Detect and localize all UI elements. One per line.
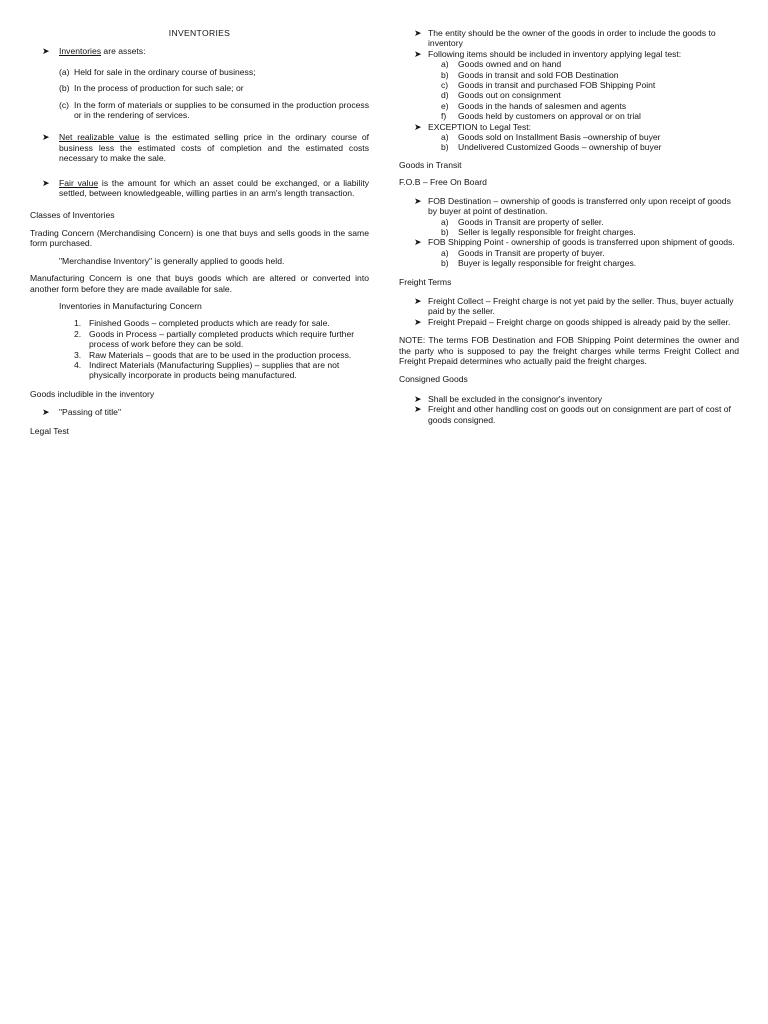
list-item-label: (c) <box>59 99 70 110</box>
list-item-label: (b) <box>59 83 70 94</box>
list-item-label: a) <box>441 247 449 258</box>
assets-list <box>30 67 369 121</box>
list-item <box>30 67 369 77</box>
fob-shipping-point-text: FOB Shipping Point - ownership of goods is transferred upon shipment of goods. <box>428 237 735 248</box>
list-item <box>399 111 739 121</box>
legal-test-heading: Legal Test <box>30 425 70 436</box>
list-item <box>399 132 739 142</box>
list-item-text: Goods out on consignment <box>458 90 561 101</box>
list-item-label: (a) <box>59 66 70 77</box>
freight-collect <box>399 296 739 317</box>
fair-value-definition-text: is the amount for which an asset could be exchanged, or a liability settled, between knowledgeable, willing parties in an arm's length transaction. <box>59 177 369 199</box>
arrow-bullet-icon: ➤ <box>42 132 50 143</box>
arrow-bullet-icon: ➤ <box>42 407 50 418</box>
arrow-bullet-icon: ➤ <box>414 316 422 327</box>
list-item-label: b) <box>441 258 449 269</box>
page-title: INVENTORIES <box>168 28 231 38</box>
list-item-label: b) <box>441 142 449 153</box>
merchandise-inventory-text: "Merchandise Inventory" is generally applied to goods held. <box>59 255 285 266</box>
fob-shipping-point <box>399 237 739 247</box>
arrow-bullet-icon: ➤ <box>414 48 422 59</box>
owner-rule-text: The entity should be the owner of the goods in order to include the goods to inventory <box>428 28 716 49</box>
exception <box>399 122 739 132</box>
list-item-label: a) <box>441 216 449 227</box>
list-item <box>399 80 739 90</box>
fob-heading: F.O.B – Free On Board <box>399 177 487 188</box>
list-item-label: a) <box>441 132 449 143</box>
list-item-text: Undelivered Customized Goods – ownership of buyer <box>458 142 662 153</box>
list-item-text: Goods in Process – partially completed products which require further process of work before they can be sold. <box>89 328 355 350</box>
list-item-text: Goods sold on Installment Basis –ownership of buyer <box>458 132 661 143</box>
arrow-bullet-icon: ➤ <box>42 46 50 57</box>
passing-of-title-text: "Passing of title" <box>59 407 121 418</box>
freight-terms-heading: Freight Terms <box>399 276 452 287</box>
fob-destination <box>399 196 739 217</box>
consigned-item-text: Shall be excluded in the consignor's inventory <box>428 393 603 404</box>
exception-list <box>399 132 739 153</box>
list-item-label: 4. <box>74 359 82 370</box>
following-items <box>399 49 739 59</box>
list-item <box>30 329 369 350</box>
list-item-label: 1. <box>74 318 82 329</box>
inventories-term: Inventories <box>59 46 102 57</box>
list-item <box>399 101 739 111</box>
list-item-label: b) <box>441 69 449 80</box>
owner-rule <box>399 28 739 49</box>
list-item-text: In the form of materials or supplies to be consumed in the production process or in the rendering of services. <box>74 99 369 121</box>
list-item-text: Goods in transit and sold FOB Destination <box>458 69 619 80</box>
manufacturing-heading: Inventories in Manufacturing Concern <box>59 300 202 311</box>
list-item-label: 2. <box>74 328 82 339</box>
fob-shipping-list <box>399 248 739 269</box>
list-item-text: Goods owned and on hand <box>458 59 562 70</box>
right-column <box>399 28 739 425</box>
list-item <box>399 227 739 237</box>
freight-prepaid-text: Freight Prepaid – Freight charge on goods shipped is already paid by the seller. <box>428 316 731 327</box>
list-item <box>30 360 369 381</box>
classes-heading: Classes of Inventories <box>30 210 115 221</box>
fair-value-definition <box>30 178 369 199</box>
freight-collect-text: Freight Collect – Freight charge is not yet paid by the seller. Thus, buyer actually paid by the seller. <box>428 295 734 317</box>
list-item <box>399 217 739 227</box>
nrv-definition-text: is the estimated selling price in the ordinary course of business less the estimated costs of completion and the estimated costs necessary to make the sale. <box>59 132 370 164</box>
list-item-text: Goods in the hands of salesmen and agents <box>458 100 627 111</box>
list-item-text: In the process of production for such sale; or <box>74 83 244 94</box>
manufacturing-list <box>30 318 369 380</box>
arrow-bullet-icon: ➤ <box>414 404 422 415</box>
inventories-definition <box>30 46 369 56</box>
freight-prepaid <box>399 317 739 327</box>
list-item-text: Indirect Materials (Manufacturing Supplies) – supplies that are not physically incorporate in products being manufactured. <box>89 359 340 381</box>
consigned-item-text: Freight and other handling cost on goods out on consignment are part of cost of goods consigned. <box>428 404 731 425</box>
fob-destination-list <box>399 217 739 238</box>
list-item-text: Held for sale in the ordinary course of business; <box>74 66 256 77</box>
list-item-label: b) <box>441 226 449 237</box>
manufacturing-concern-text: Manufacturing Concern is one that buys goods which are altered or converted into another form before they are made available for sale. <box>30 273 369 294</box>
goods-in-transit-heading: Goods in Transit <box>399 159 462 170</box>
list-item <box>30 318 369 328</box>
legal-test-list <box>399 59 739 121</box>
list-item <box>30 100 369 121</box>
list-item-label: e) <box>441 100 449 111</box>
exception-text: EXCEPTION to Legal Test: <box>428 121 532 132</box>
arrow-bullet-icon: ➤ <box>414 28 422 38</box>
arrow-bullet-icon: ➤ <box>414 195 422 206</box>
consigned-goods-heading: Consigned Goods <box>399 374 468 385</box>
list-item <box>399 59 739 69</box>
fob-destination-text: FOB Destination – ownership of goods is transferred only upon receipt of goods by buyer at point of destination. <box>428 195 731 217</box>
inventories-definition-text: are assets: <box>101 46 146 57</box>
following-items-text: Following items should be included in inventory applying legal test: <box>428 48 682 59</box>
arrow-bullet-icon: ➤ <box>414 295 422 306</box>
nrv-term: Net realizable value <box>59 132 140 143</box>
nrv-definition <box>30 132 369 163</box>
list-item <box>30 350 369 360</box>
list-item-text: Goods in Transit are property of seller. <box>458 216 604 227</box>
list-item <box>399 142 739 152</box>
consigned-item <box>399 404 739 425</box>
list-item-label: f) <box>441 111 447 122</box>
list-item-text: Goods in Transit are property of buyer. <box>458 247 605 258</box>
list-item-text: Buyer is legally responsible for freight charges. <box>458 258 637 269</box>
list-item-label: 3. <box>74 349 82 360</box>
fair-value-term: Fair value <box>59 177 99 188</box>
passing-of-title <box>30 407 369 417</box>
list-item <box>399 90 739 100</box>
list-item <box>399 70 739 80</box>
list-item <box>30 83 369 93</box>
arrow-bullet-icon: ➤ <box>414 121 422 132</box>
list-item-label: c) <box>441 80 449 91</box>
consigned-item <box>399 394 739 404</box>
list-item <box>399 258 739 268</box>
arrow-bullet-icon: ➤ <box>414 237 422 248</box>
list-item-label: d) <box>441 90 449 101</box>
list-item-text: Finished Goods – completed products which are ready for sale. <box>89 318 330 329</box>
includible-heading: Goods includible in the inventory <box>30 388 155 399</box>
left-column <box>30 28 369 436</box>
list-item-text: Goods held by customers on approval or on trial <box>458 111 641 122</box>
list-item-text: Seller is legally responsible for freight charges. <box>458 226 636 237</box>
arrow-bullet-icon: ➤ <box>42 177 50 188</box>
list-item-text: Goods in transit and purchased FOB Shipping Point <box>458 80 656 91</box>
arrow-bullet-icon: ➤ <box>414 393 422 404</box>
list-item-text: Raw Materials – goods that are to be used in the production process. <box>89 349 352 360</box>
list-item <box>399 248 739 258</box>
trading-concern-text: Trading Concern (Merchandising Concern) is one that buys and sells goods in the same form purchased. <box>30 227 369 249</box>
list-item-label: a) <box>441 59 449 70</box>
note-text: NOTE: The terms FOB Destination and FOB Shipping Point determines the owner and the party who is supposed to pay the freight charges while terms Freight Collect and Freight Prepaid determines who actually paid the freight charges. <box>399 335 739 366</box>
